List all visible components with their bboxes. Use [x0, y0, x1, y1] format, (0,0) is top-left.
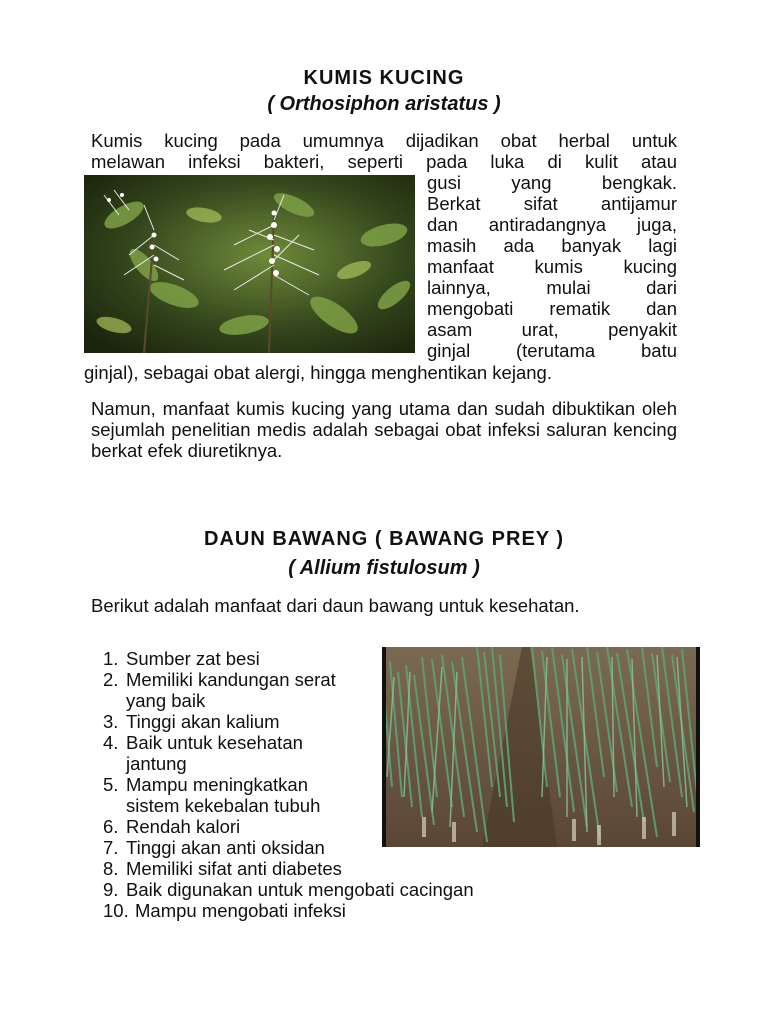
list-item: 7. Tinggi akan anti oksidan — [103, 837, 573, 858]
section2-title: DAUN BAWANG ( BAWANG PREY ) — [204, 528, 564, 550]
text-line: lainnya, mulai dari — [427, 277, 677, 298]
text-line: dan antiradangnya juga, — [427, 214, 677, 235]
list-item: 10. Mampu mengobati infeksi — [103, 900, 573, 921]
list-item: 1. Sumber zat besi — [103, 648, 573, 669]
list-item: 4. Baik untuk kesehatan jantung — [103, 732, 573, 774]
list-item-text: Mampu mengobati infeksi — [135, 900, 346, 921]
list-item: 3. Tinggi akan kalium — [103, 711, 573, 732]
list-item: 6. Rendah kalori — [103, 816, 573, 837]
text-line: ginjal), sebagai obat alergi, hingga menghentikan kejang. — [84, 362, 552, 383]
text-line: asam urat, penyakit — [427, 319, 677, 340]
section1-paragraph2: Namun, manfaat kumis kucing yang utama dan sudah dibuktikan oleh sejumlah penelitian medis adalah sebagai obat infeksi saluran kencing berkat efek diuretiknya. — [91, 398, 677, 461]
section1-paragraph1-wrap — [427, 172, 677, 361]
section2-intro: Berikut adalah manfaat dari daun bawang untuk kesehatan. — [91, 595, 580, 616]
list-item: 2. Memiliki kandungan serat yang baik — [103, 669, 336, 711]
text-line: melawan infeksi bakteri, seperti pada luka di kulit atau — [91, 151, 677, 172]
kumis-kucing-photo — [84, 175, 415, 353]
benefits-list — [103, 648, 573, 921]
text-line: masih ada banyak lagi — [427, 235, 677, 256]
list-item-text: Baik untuk kesehatan jantung — [126, 732, 303, 774]
section1-title: KUMIS KUCING — [303, 67, 465, 89]
list-item-text: Tinggi akan anti oksidan — [126, 837, 325, 858]
list-item-text: Memiliki kandungan serat yang baik — [126, 669, 336, 711]
text-line: mengobati rematik dan — [427, 298, 677, 319]
list-item-text: Mampu meningkatkan sistem kekebalan tubuh — [126, 774, 321, 816]
text-line: ginjal (terutama batu — [427, 340, 677, 361]
list-item-text: Memiliki sifat anti diabetes — [126, 858, 342, 879]
list-item-text: Sumber zat besi — [126, 648, 260, 669]
list-item-text: Tinggi akan kalium — [126, 711, 280, 732]
list-item: 5. Mampu meningkatkan sistem kekebalan tubuh — [103, 774, 573, 816]
text-line: manfaat kumis kucing — [427, 256, 677, 277]
text-line: Berkat sifat antijamur — [427, 193, 677, 214]
list-item-text: Baik digunakan untuk mengobati cacingan — [126, 879, 474, 900]
list-item: 8. Memiliki sifat anti diabetes — [103, 858, 573, 879]
section1-paragraph1-top — [91, 130, 677, 172]
section1-paragraph1-end — [84, 362, 684, 383]
list-item: 9. Baik digunakan untuk mengobati cacingan — [103, 879, 573, 900]
list-item-text: Rendah kalori — [126, 816, 241, 837]
section2-subtitle: ( Allium fistulosum ) — [288, 557, 480, 579]
text-line: Kumis kucing pada umumnya dijadikan obat herbal untuk — [91, 130, 677, 151]
section1-subtitle: ( Orthosiphon aristatus ) — [267, 93, 501, 115]
text-line: gusi yang bengkak. — [427, 172, 677, 193]
